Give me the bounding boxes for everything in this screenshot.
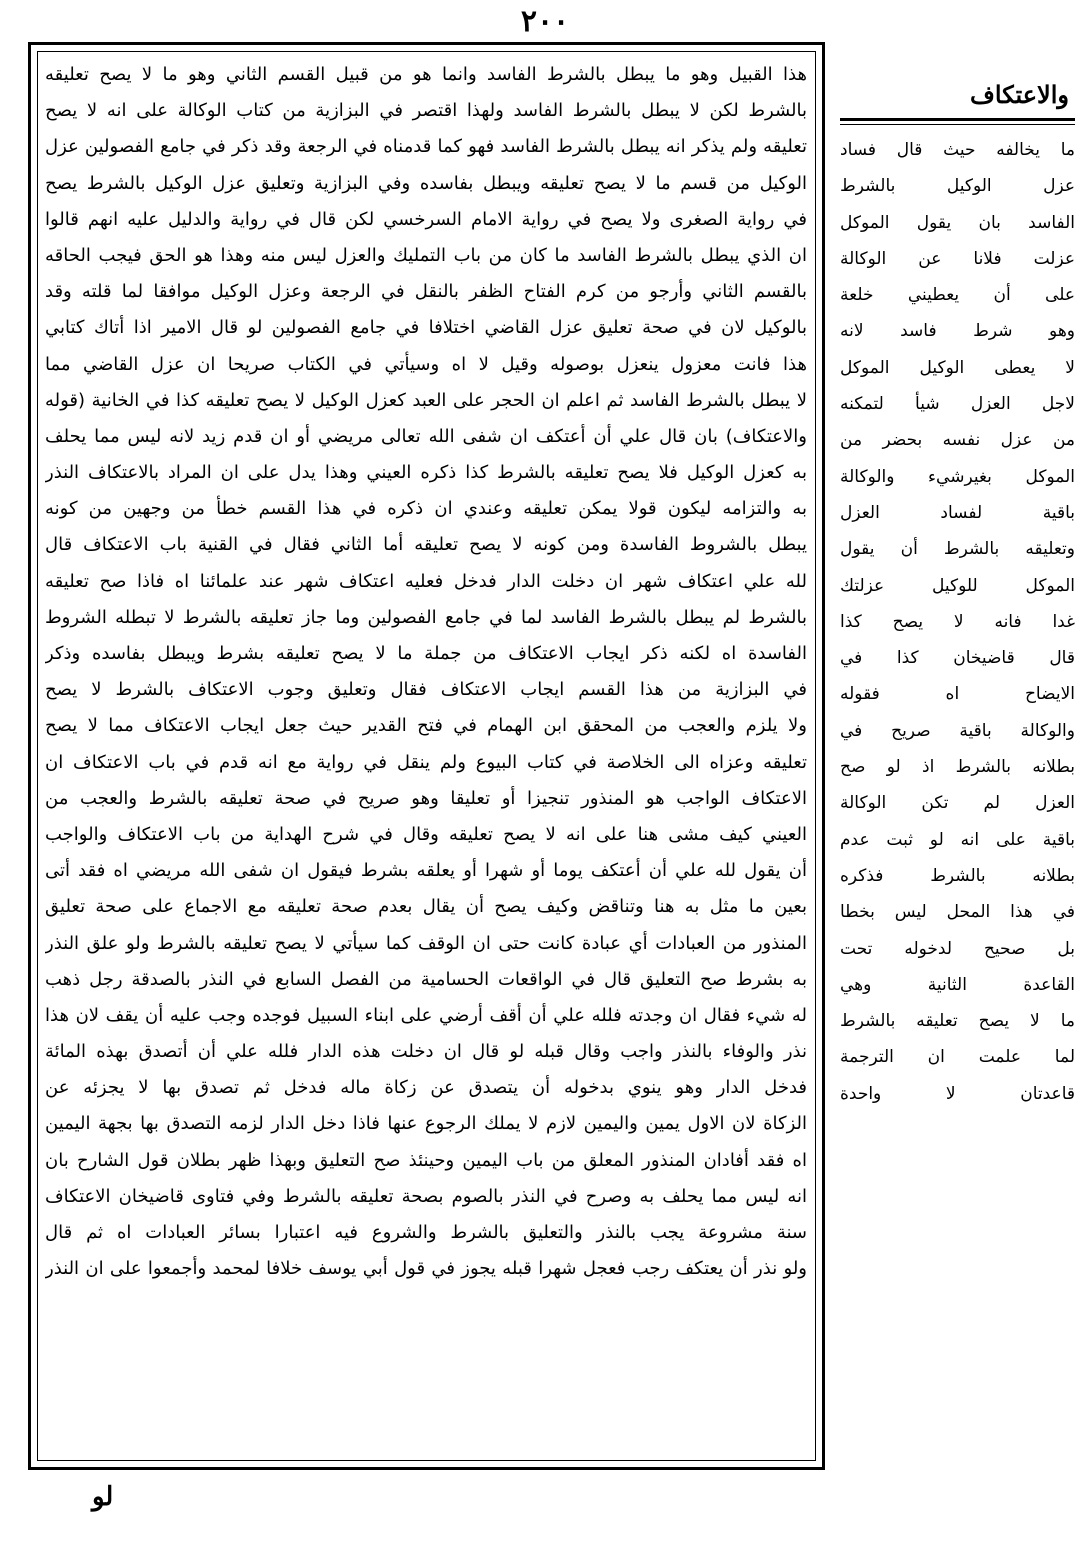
margin-text-line: والوكالة باقية صريح في: [840, 720, 1075, 741]
main-text-line: انه ليس مما يحلف به وصرح في النذر بالصوم بصحة تعليقه بالشرط وفي فتاوى قاضيخان الاعتكاف: [45, 1185, 807, 1207]
margin-text-line: بطلانه بالشرط فذكره: [840, 865, 1075, 886]
main-text-line: لا يبطل بالشرط الفاسد ثم اعلم ان الحجر على العبد كعزل الوكيل لا يصح تعليقه كذا في الخانية (قوله: [45, 389, 807, 411]
margin-text-line: عزل الوكيل بالشرط: [840, 176, 1075, 197]
main-text-line: الوكيل من قسم ما لا يصح تعليقه ويبطل بفاسده وفي البزازية وتعليق عزل الوكيل بالشرط يصح: [45, 172, 807, 194]
main-text-line: الفاسدة اه لكنه ذكر ايجاب الاعتكاف من جملة ما لا يصح تعليقه بشرط ويبطل بفاسده وذكر: [45, 643, 807, 664]
margin-text-line: على أن يعطيني خلعة: [840, 285, 1075, 306]
margin-heading-rule-thin: [840, 124, 1075, 125]
margin-text-line: الايضاح اه فقوله: [840, 684, 1075, 705]
margin-text-line: ما يخالفه حيث قال فساد: [840, 140, 1075, 160]
main-text-line: له شيء فقال ان وجدته فلله علي أن أقف أرضي على ابناء السبيل فوجده وجب عليه أن يقف لان هذا: [45, 1004, 807, 1026]
main-text-line: اه فقد أفادان المنذور المعلق من باب اليمين وحينئذ صح التعليق وبهذا ظهر بطلان قول الشارح بان: [45, 1149, 807, 1171]
main-text-line: فدخل الدار وهو ينوي بدخوله أن يتصدق عن زكاة ماله فدخل ثم تصدق بها لا يجزئه عن: [45, 1077, 807, 1099]
margin-text-line: من عزل نفسه بحضر من: [840, 430, 1075, 451]
margin-text-line: بطلانه بالشرط اذ لو صح: [840, 757, 1075, 778]
main-text-line: يبطل بالشروط الفاسدة ومن كونه لا يصح تعليقه أما الثاني فقال في القنية باب الاعتكاف قال: [45, 534, 807, 556]
main-text-line: الاعتكاف الواجب هو المنذور تنجيزا أو تعليقا وهو صريح في صحة تعليقه بالشرط والعجب من: [45, 787, 807, 809]
margin-heading: والاعتكاف: [970, 80, 1069, 109]
page-number: ٢٠٠: [520, 4, 570, 39]
main-text-line: بالشرط لم يبطل بالشرط الفاسد لما في جامع الفصولين وما جاز تعليقه بالشرط لا تبطله الشروط: [45, 606, 807, 628]
margin-text-line: لما علمت ان الترجمة: [840, 1047, 1075, 1068]
main-text-line: في البزازية من هذا القسم ايجاب الاعتكاف فقال وتعليق وجوب الاعتكاف بالشرط لا يصح: [45, 679, 807, 701]
main-text-line: به والتزامه ليكون قولا يمكن تعليقه وعندي ان ذكره في هذا القسم خطأ من وجهين من كونه: [45, 498, 807, 520]
main-text-frame: [28, 42, 825, 1470]
main-text-line: تعليقه وعزاه الى الخلاصة في كتاب البيوع ولم ينقل في رواية مع انه قدم في باب الاعتكاف ان: [45, 751, 807, 773]
main-text-line: به بشرط صح التعليق قال في الواقعات الحسامية من الفصل السابع في النذر بالصدقة رجل ذهب: [45, 968, 807, 990]
main-text-line: تعليقه ولم يذكر انه يبطل بالشرط الفاسد فهو كما قدمناه في الرجعة وقد ذكر في جامع الفصولين عزل: [45, 136, 807, 158]
main-text-line: ان الذي يبطل بالشرط الفاسد ما كان من باب التمليك والعزل ليس منه وهذا هو الحق فيجب الحاقه: [45, 244, 807, 266]
margin-text-line: قاعدتان لا واحدة: [840, 1083, 1075, 1104]
main-text-body: [45, 57, 807, 1287]
margin-text-line: القاعدة الثانية وهي: [840, 974, 1075, 995]
main-text-line: سنة مشروعة يجب بالنذر والتعليق بالشرط والشروع فيه اعتبارا بسائر العبادات اه ثم قال: [45, 1222, 807, 1243]
margin-text-line: الموكل بغيرشيء والوكالة: [840, 466, 1075, 487]
margin-text-line: وتعليقه بالشرط أن يقول: [840, 539, 1075, 560]
main-text-line: المنذور من العبادات أي عبادة كانت حتى ان الوقف كما سيأتي لا يصح تعليقه بالشرط ولو علق النذر: [45, 932, 807, 954]
catchword: لو: [92, 1482, 114, 1512]
main-text-line: العيني كيف مشى هنا على انه لا يصح تعليقه وقال في شرح الهداية من باب الاعتكاف والواجب: [45, 823, 807, 845]
main-text-line: هذا فانت معزول ينعزل بوصوله وقيل لا اه وسيأتي في الكتاب صريحا ان عزل القاضي مما: [45, 353, 807, 375]
margin-text-line: العزل لم تكن الوكالة: [840, 793, 1075, 814]
margin-text-body: [840, 132, 1075, 1112]
main-text-line: في رواية الصغرى ولا يصح في رواية الامام السرخسي لكن قال في رواية والدليل عليه انهم قالوا: [45, 208, 807, 230]
main-text-line: نذر والوفاء بالنذر واجب وقال قبله لو قال ان دخلت هذه الدار فلله علي أن أتصدق بهذه المائة: [45, 1041, 807, 1063]
main-text-line: والاعتكاف) بان قال علي أن أعتكف ان شفى الله تعالى مريضي أو ان قدم زيد لانه ليس مما يحلف: [45, 425, 807, 447]
main-text-line: بالقسم الثاني وأرجو من كرم الفتاح الظفر بالنقل في الرجعة وعزل الوكيل موافقا لما قلته وقد: [45, 281, 807, 303]
main-text-line: بالشرط لكن لا يبطل بالشرط الفاسد ولهذا اقتصر في البزازية من كتاب الوكالة على انه لا يصح: [45, 100, 807, 122]
margin-text-line: وهو شرط فاسد لانه: [840, 321, 1075, 342]
main-text-line: ولا يلزم والعجب من المحقق ابن الهمام في فتح القدير حيث جعل ايجاب الاعتكاف مما لا يصح: [45, 715, 807, 737]
margin-text-line: لاجل العزل شيأ لتمكنه: [840, 394, 1075, 415]
margin-text-line: في هذا المحل ليس بخطا: [840, 902, 1075, 923]
margin-commentary: [840, 70, 1075, 1112]
margin-heading-rule: [840, 118, 1075, 121]
main-text-line: أن يقول لله علي أن أعتكف يوما أو شهرا أو يعلقه بشرط فيقول ان شفى الله مريضي اه فقد أتى: [45, 860, 807, 882]
margin-text-line: عزلت فلانا عن الوكالة: [840, 248, 1075, 269]
margin-text-line: قال قاضيخان كذا في: [840, 648, 1075, 669]
margin-text-line: الفاسد بان يقول الموكل: [840, 212, 1075, 233]
margin-text-line: غدا فانه لا يصح كذا: [840, 611, 1075, 632]
main-text-line: لله علي اعتكاف شهر ان دخلت الدار فدخل فعليه اعتكاف شهر عند علمائنا اه فاذا صح تعليقه: [45, 570, 807, 592]
main-text-line: هذا القبيل وهو ما يبطل بالشرط الفاسد وانما هو من قبيل القسم الثاني وهو ما لا يصح تعليقه: [45, 64, 807, 85]
main-text-line: به كعزل الوكيل فلا يصح تعليقه بالشرط كذا ذكره العيني وهذا يدل على ان المراد بالاعتكاف النذر: [45, 462, 807, 484]
margin-text-line: الموكل للوكيل عزلتك: [840, 575, 1075, 596]
main-text-line: بالوكيل لان في صحة تعليق عزل القاضي اختلافا في جامع الفصولين لو قال الامير اذا أتاك كتابي: [45, 317, 807, 339]
margin-text-line: ما لا يصح تعليقه بالشرط: [840, 1011, 1075, 1032]
margin-text-line: بل صحيح لدخوله تحت: [840, 938, 1075, 959]
margin-text-line: باقية لفساد العزل: [840, 502, 1075, 523]
margin-text-line: لا يعطى الوكيل الموكل: [840, 357, 1075, 378]
main-text-line: الزكاة لان الاول يمين واليمين لازم لا يملك الرجوع عنها فاذا دخل الدار لزمه التصدق بها بجهة اليمين: [45, 1113, 807, 1135]
main-text-line: ولو نذر أن يعتكف رجب فعجل شهرا قبله يجوز في قول أبي يوسف خلافا لمحمد وأجمعوا على ان النذر: [45, 1258, 807, 1280]
margin-text-line: باقية على انه لو ثبت عدم: [840, 829, 1075, 850]
main-text-line: بعين ما مثل به هنا وتناقض وكيف يصح أن يقال بعدم صحة تعليقه مع الاجماع على صحة تعليق: [45, 896, 807, 918]
